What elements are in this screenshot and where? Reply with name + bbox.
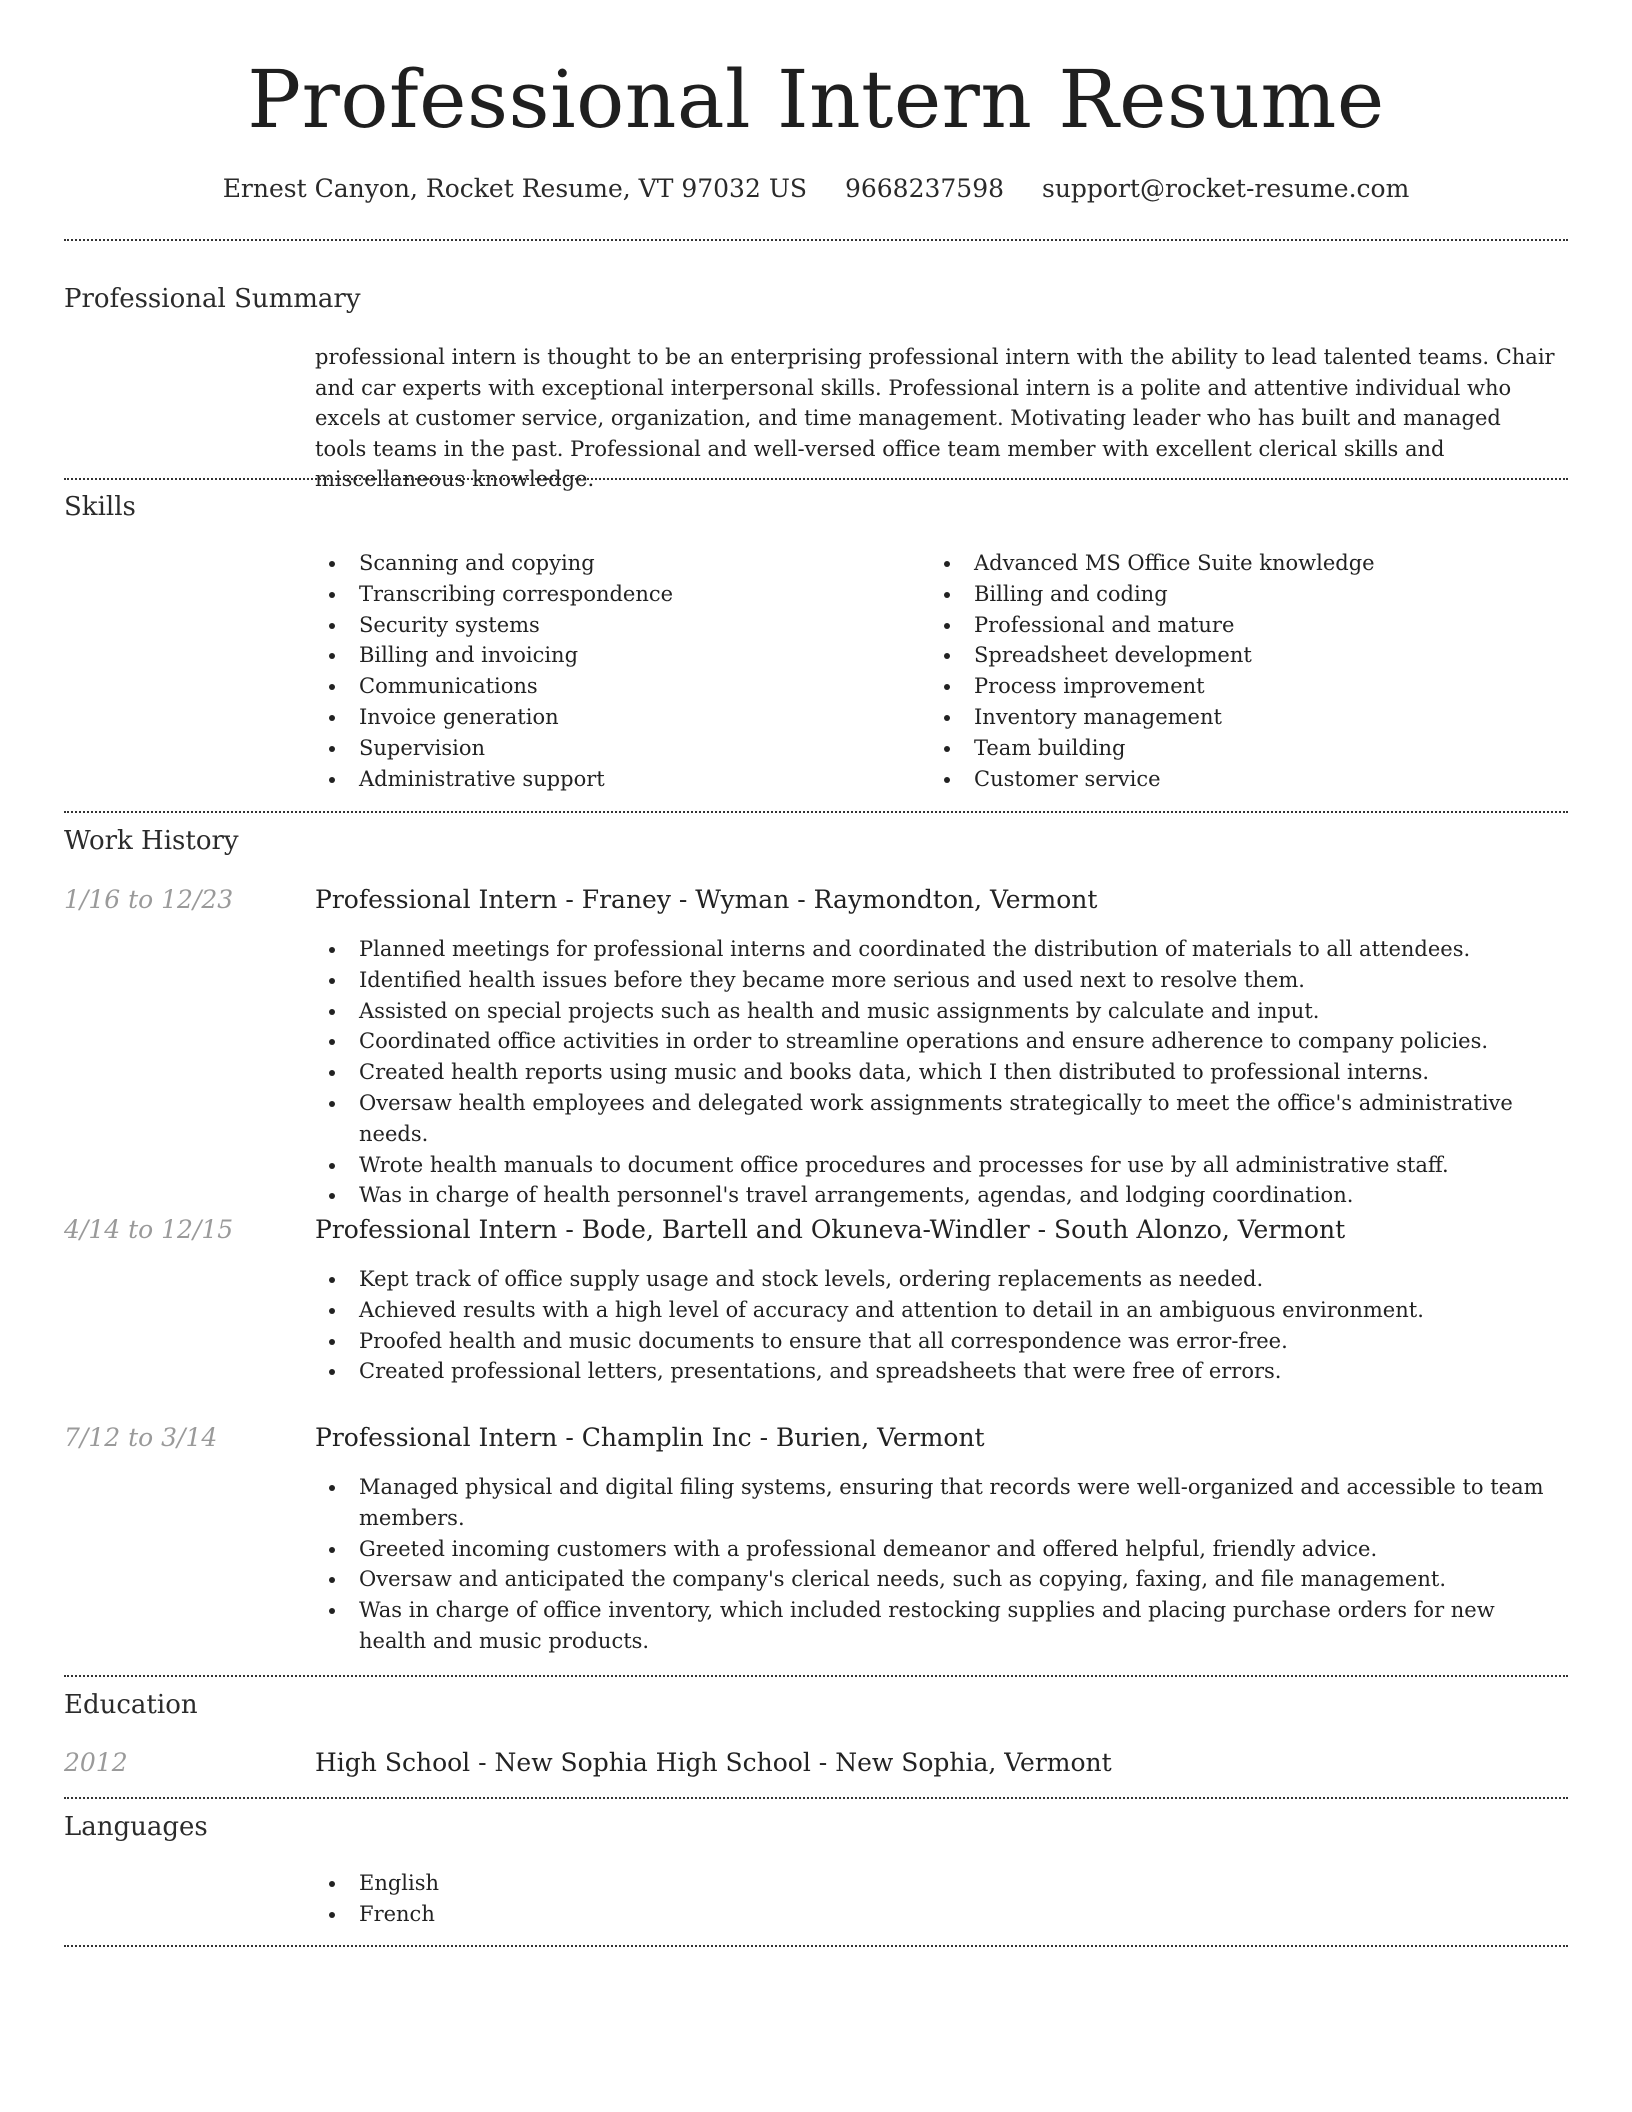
job-separator: - xyxy=(557,1423,582,1452)
education-separator: - xyxy=(470,1748,495,1777)
job-bullet: Planned meetings for professional interns and coordinated the distribution of materials to all attendees. xyxy=(315,934,1555,965)
skill-item: Advanced MS Office Suite knowledge xyxy=(930,548,1550,579)
skill-item: Supervision xyxy=(315,733,915,764)
skill-item: Transcribing correspondence xyxy=(315,579,915,610)
job-bullets xyxy=(315,1264,1555,1387)
section-divider xyxy=(64,1945,1568,1947)
job-separator: - xyxy=(751,1423,776,1452)
job-bullet: Proofed health and music documents to ensure that all correspondence was error-free. xyxy=(315,1326,1555,1357)
summary-text: professional intern is thought to be an enterprising professional intern with the ability to lead talented teams. Chair and car experts with exceptional interpersonal skills. Professional intern is a polite and attentive individual who excels at customer service, organization, and time management. Motivating leader who has built and managed tools teams in the past. Professional and well-versed office team member with excellent clerical skills and miscellaneous knowledge. xyxy=(315,345,1555,491)
skill-item: Customer service xyxy=(930,764,1550,795)
skill-item: Administrative support xyxy=(315,764,915,795)
skills-list-left xyxy=(315,548,915,794)
job-heading xyxy=(315,883,1097,917)
job-heading xyxy=(315,1421,985,1455)
section-heading-languages: Languages xyxy=(64,1812,208,1842)
skill-item: Security systems xyxy=(315,610,915,641)
skill-item: Scanning and copying xyxy=(315,548,915,579)
job-bullet: Identified health issues before they became more serious and used next to resolve them. xyxy=(315,965,1555,996)
resume-title: Professional Intern Resume xyxy=(247,53,1385,146)
skill-item: Billing and coding xyxy=(930,579,1550,610)
language-item: French xyxy=(315,1899,915,1930)
language-item: English xyxy=(315,1868,915,1899)
job-bullet: Was in charge of health personnel's travel arrangements, agendas, and lodging coordination. xyxy=(315,1180,1555,1211)
job-bullet: Created health reports using music and books data, which I then distributed to professional interns. xyxy=(315,1057,1555,1088)
job-bullet: Assisted on special projects such as health and music assignments by calculate and input. xyxy=(315,996,1555,1027)
section-heading-skills: Skills xyxy=(64,492,136,522)
section-divider xyxy=(64,239,1568,241)
section-heading-education: Education xyxy=(64,1690,198,1720)
job-location: Raymondton, Vermont xyxy=(813,885,1098,914)
job-separator: - xyxy=(1029,1215,1055,1244)
contact-email[interactable]: support@rocket-resume.com xyxy=(1041,174,1410,203)
education-location: New Sophia, Vermont xyxy=(835,1748,1112,1777)
education-year: 2012 xyxy=(64,1748,128,1777)
section-heading-work-history: Work History xyxy=(64,826,239,856)
job-bullet: Managed physical and digital filing systems, ensuring that records were well-organized and accessible to team members. xyxy=(315,1472,1555,1534)
section-divider xyxy=(64,1797,1568,1799)
job-company: Bode, Bartell and Okuneva-Windler xyxy=(581,1215,1030,1244)
job-bullet: Was in charge of office inventory, which included restocking supplies and placing purchase orders for new health and music products. xyxy=(315,1595,1555,1657)
job-company: Champlin Inc xyxy=(581,1423,752,1452)
education-school: New Sophia High School xyxy=(494,1748,811,1777)
skill-item: Spreadsheet development xyxy=(930,640,1550,671)
education-separator: - xyxy=(810,1748,836,1777)
section-divider xyxy=(64,1675,1568,1677)
skill-item: Invoice generation xyxy=(315,702,915,733)
job-title: Professional Intern xyxy=(315,1215,558,1244)
job-company: Franey - Wyman xyxy=(581,885,790,914)
job-bullet: Oversaw health employees and delegated work assignments strategically to meet the office's administrative needs. xyxy=(315,1088,1555,1150)
skill-item: Process improvement xyxy=(930,671,1550,702)
job-separator: - xyxy=(557,1215,582,1244)
section-divider xyxy=(64,478,1568,480)
section-heading-summary: Professional Summary xyxy=(64,284,361,314)
job-bullet: Greeted incoming customers with a professional demeanor and offered helpful, friendly advice. xyxy=(315,1534,1555,1565)
job-bullets xyxy=(315,934,1555,1211)
job-title: Professional Intern xyxy=(315,885,558,914)
education-degree: High School xyxy=(315,1748,471,1777)
contact-line xyxy=(0,172,1632,206)
job-separator: - xyxy=(557,885,582,914)
job-bullet: Achieved results with a high level of accuracy and attention to detail in an ambiguous environment. xyxy=(315,1295,1555,1326)
job-separator: - xyxy=(789,885,814,914)
contact-address: Ernest Canyon, Rocket Resume, VT 97032 US xyxy=(222,174,808,203)
skill-item: Professional and mature xyxy=(930,610,1550,641)
job-bullet: Coordinated office activities in order to streamline operations and ensure adherence to company policies. xyxy=(315,1026,1555,1057)
job-dates: 1/16 to 12/23 xyxy=(64,885,234,914)
skill-item: Billing and invoicing xyxy=(315,640,915,671)
skills-list-right xyxy=(930,548,1550,794)
job-bullets xyxy=(315,1472,1555,1657)
skill-item: Team building xyxy=(930,733,1550,764)
job-title: Professional Intern xyxy=(315,1423,558,1452)
job-dates: 4/14 to 12/15 xyxy=(64,1215,234,1244)
job-heading xyxy=(315,1213,1345,1247)
skill-item: Inventory management xyxy=(930,702,1550,733)
job-location: South Alonzo, Vermont xyxy=(1054,1215,1346,1244)
job-bullet: Wrote health manuals to document office procedures and processes for use by all administrative staff. xyxy=(315,1150,1555,1181)
skill-item: Communications xyxy=(315,671,915,702)
contact-phone: 9668237598 xyxy=(844,174,1005,203)
section-divider xyxy=(64,811,1568,813)
job-bullet: Created professional letters, presentations, and spreadsheets that were free of errors. xyxy=(315,1356,1555,1387)
job-dates: 7/12 to 3/14 xyxy=(64,1423,218,1452)
languages-list xyxy=(315,1868,915,1930)
job-location: Burien, Vermont xyxy=(775,1423,985,1452)
job-bullet: Kept track of office supply usage and stock levels, ordering replacements as needed. xyxy=(315,1264,1555,1295)
job-bullet: Oversaw and anticipated the company's clerical needs, such as copying, faxing, and file management. xyxy=(315,1564,1555,1595)
education-heading xyxy=(315,1746,1112,1780)
